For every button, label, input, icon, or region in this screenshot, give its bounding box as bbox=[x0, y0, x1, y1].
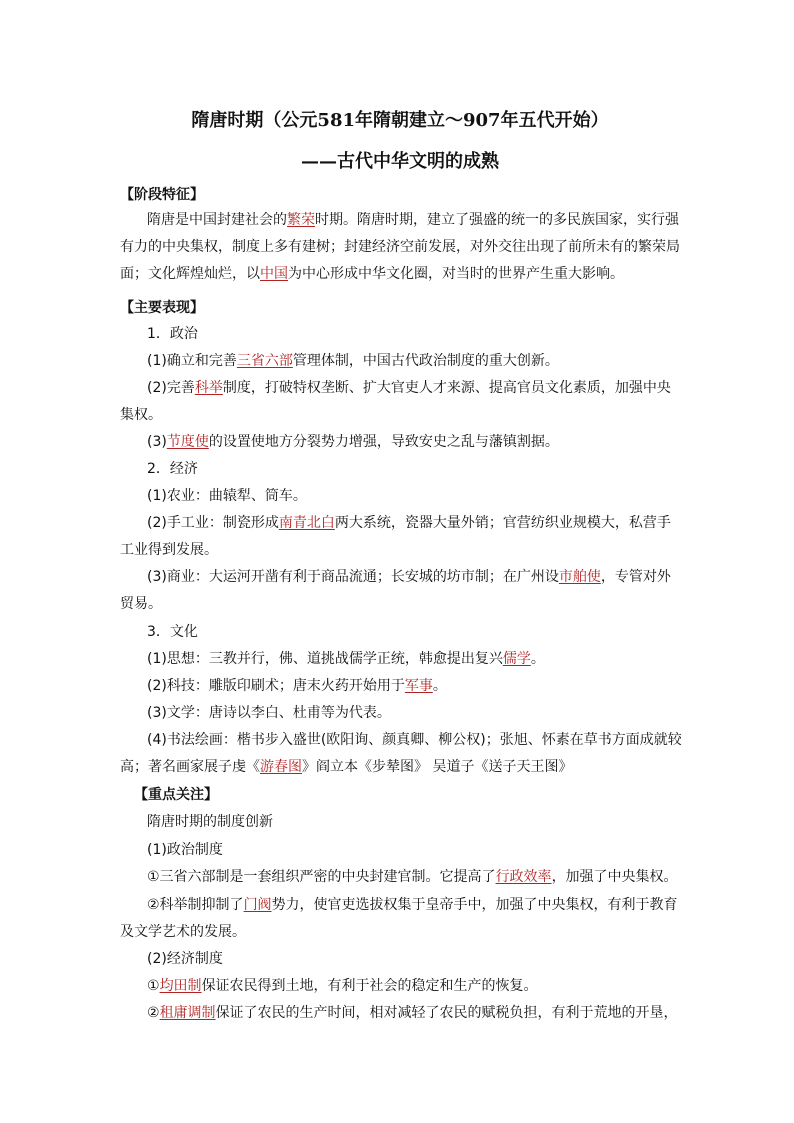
list-item: (1)农业：曲辕犁、筒车。 bbox=[147, 488, 307, 504]
text: 。 bbox=[530, 651, 545, 667]
list-item bbox=[147, 378, 707, 398]
highlight-term: 儒学 bbox=[502, 651, 531, 667]
list-item-continued bbox=[120, 757, 680, 777]
text: (1)确立和完善 bbox=[147, 353, 237, 369]
highlight-term: 租庸调制 bbox=[159, 1005, 216, 1021]
subheading-economic-system: (2)经济制度 bbox=[147, 951, 223, 967]
text: (2)完善 bbox=[147, 380, 195, 396]
text: 保证了农民的生产时间，相对减轻了农民的赋税负担，有利于荒地的开垦， bbox=[215, 1005, 678, 1021]
text: ① bbox=[147, 978, 160, 994]
list-item bbox=[147, 649, 707, 669]
paragraph-line: 有力的中央集权，制度上多有建树；封建经济空前发展，对外交往出现了前所未有的繁荣局 bbox=[120, 239, 680, 255]
list-item bbox=[147, 513, 707, 533]
text: (2)手工业：制瓷形成 bbox=[147, 515, 279, 531]
paragraph-line bbox=[147, 210, 707, 230]
text: (1)思想：三教并行，佛、道挑战儒学正统，韩愈提出复兴 bbox=[147, 651, 503, 667]
highlight-term: 繁荣 bbox=[287, 212, 315, 228]
highlight-term: 节度使 bbox=[166, 434, 209, 450]
text: 时期。隋唐时期，建立了强盛的统一的多民族国家，实行强 bbox=[315, 212, 679, 228]
list-item: (3)文学：唐诗以李白、杜甫等为代表。 bbox=[147, 705, 391, 721]
text: 。 bbox=[432, 678, 447, 694]
paragraph-line: 隋唐时期的制度创新 bbox=[147, 814, 273, 830]
document-subtitle: ——古代中华文明的成熟 bbox=[301, 151, 499, 172]
text: 势力，使官吏选拔权集于皇帝手中，加强了中央集权，有利于教育 bbox=[271, 897, 678, 913]
list-item bbox=[147, 867, 707, 887]
highlight-term: 中国 bbox=[260, 266, 288, 282]
list-item bbox=[147, 976, 707, 996]
text: 保证农民得到土地，有利于社会的稳定和生产的恢复。 bbox=[201, 978, 538, 994]
list-item bbox=[147, 1003, 707, 1023]
text: 隋唐是中国封建社会的 bbox=[147, 212, 287, 228]
text: 制度，打破特权垄断、扩大官吏人才来源、提高官员文化素质，加强中央 bbox=[222, 380, 671, 396]
highlight-term: 三省六部 bbox=[236, 353, 293, 369]
list-item: (4)书法绘画：楷书步入盛世(欧阳询、颜真卿、柳公权)；张旭、怀素在草书方面成就较 bbox=[147, 732, 682, 748]
text: 管理体制，中国古代政治制度的重大创新。 bbox=[292, 353, 559, 369]
text: ② bbox=[147, 1005, 160, 1021]
text: ，加强了中央集权。 bbox=[551, 869, 678, 885]
highlight-term: 市舶使 bbox=[558, 569, 601, 585]
text: 两大系统，瓷器大量外销；官营纺织业规模大，私营手 bbox=[334, 515, 671, 531]
list-item bbox=[147, 676, 707, 696]
section-heading-stage: 【阶段特征】 bbox=[120, 187, 204, 203]
highlight-term: 科举 bbox=[194, 380, 223, 396]
text: 》阎立本《步辇图》 吴道子《送子天王图》 bbox=[302, 759, 573, 775]
subheading-culture: 3．文化 bbox=[147, 624, 198, 640]
list-item bbox=[147, 432, 707, 452]
highlight-term: 军事 bbox=[404, 678, 433, 694]
subheading-politics: 1．政治 bbox=[147, 326, 198, 342]
section-heading-focus: 【重点关注】 bbox=[134, 787, 218, 803]
text: (3) bbox=[147, 434, 167, 450]
text: 为中心形成中华文化圈，对当时的世界产生重大影响。 bbox=[288, 266, 624, 282]
list-item-continued: 集权。 bbox=[120, 407, 162, 423]
text: (3)商业：大运河开凿有利于商品流通；长安城的坊市制；在广州设 bbox=[147, 569, 559, 585]
subheading-economy: 2．经济 bbox=[147, 461, 198, 477]
list-item bbox=[147, 895, 707, 915]
list-item-continued: 及文学艺术的发展。 bbox=[120, 924, 246, 940]
highlight-term: 门阀 bbox=[243, 897, 272, 913]
section-heading-main: 【主要表现】 bbox=[120, 300, 204, 316]
text: ①三省六部制是一套组织严密的中央封建官制。它提高了 bbox=[147, 869, 496, 885]
document-title: 隋唐时期（公元581年隋朝建立～907年五代开始） bbox=[191, 110, 609, 131]
list-item bbox=[147, 567, 707, 587]
text: 高；著名画家展子虔《 bbox=[120, 759, 260, 775]
highlight-term: 游春图 bbox=[260, 759, 302, 775]
list-item bbox=[147, 351, 707, 371]
text: 面；文化辉煌灿烂，以 bbox=[120, 266, 260, 282]
paragraph-line bbox=[120, 264, 680, 284]
subheading-political-system: (1)政治制度 bbox=[147, 842, 223, 858]
highlight-term: 均田制 bbox=[159, 978, 202, 994]
highlight-term: 行政效率 bbox=[495, 869, 552, 885]
text: ②科举制抑制了 bbox=[147, 897, 244, 913]
highlight-term: 南青北白 bbox=[278, 515, 335, 531]
text: 的设置使地方分裂势力增强，导致安史之乱与藩镇割据。 bbox=[208, 434, 559, 450]
text: (2)科技：雕版印刷术；唐末火药开始用于 bbox=[147, 678, 405, 694]
list-item-continued: 工业得到发展。 bbox=[120, 542, 218, 558]
list-item-continued: 贸易。 bbox=[120, 596, 162, 612]
text: ，专管对外 bbox=[600, 569, 671, 585]
